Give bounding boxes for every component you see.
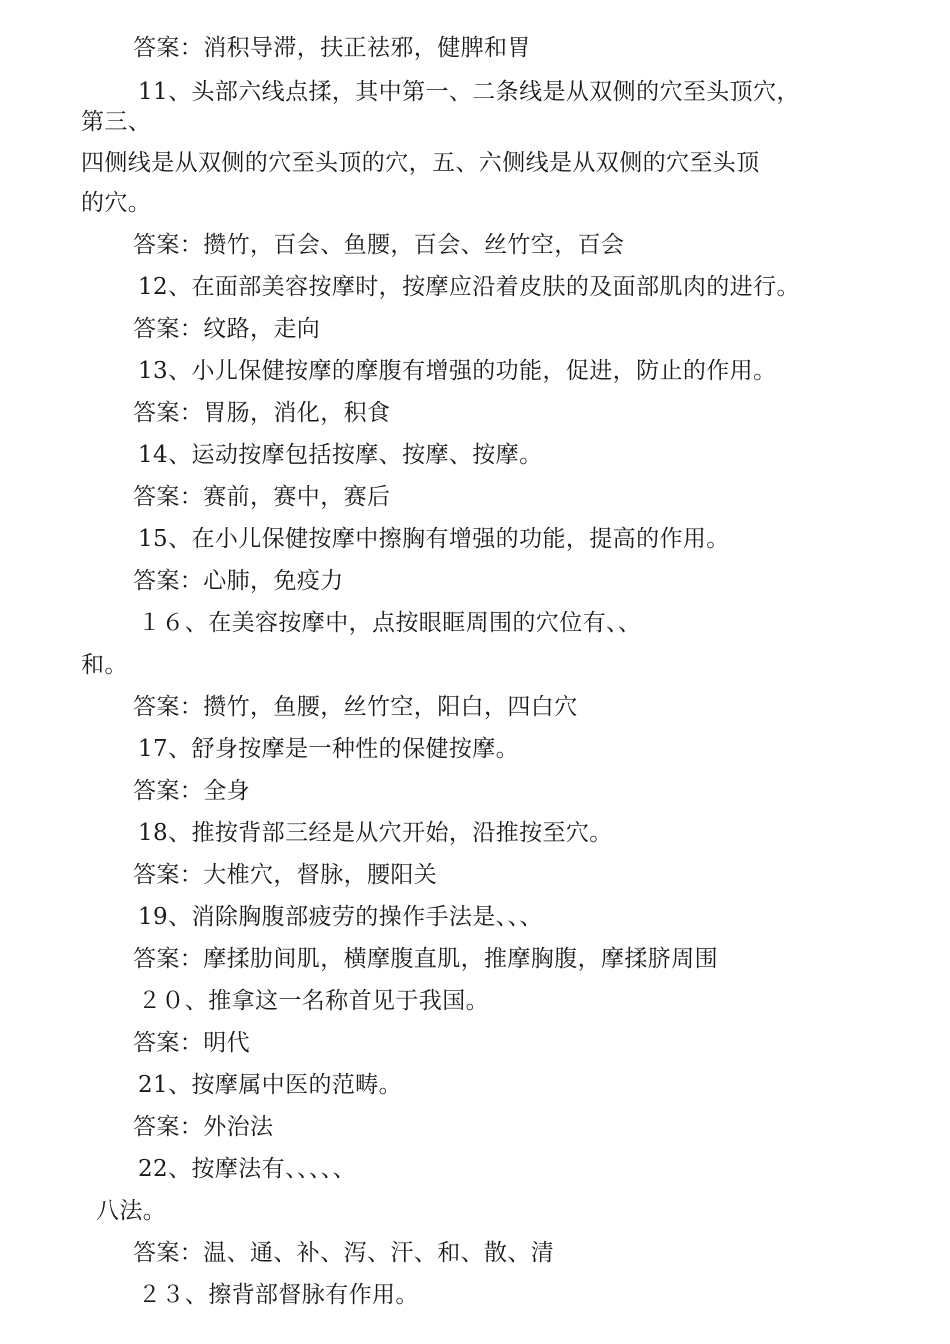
answer-line-10: 答案：消积导滞，扶正祛邪，健脾和胃 [133, 35, 531, 61]
question-line-11: 11、头部六线点揉，其中第一、二条线是从双侧的穴至头顶穴， [138, 79, 800, 105]
question-line-12: 12、在面部美容按摩时，按摩应沿着皮肤的及面部肌肉的进行。 [138, 274, 800, 300]
answer-line-18: 答案：大椎穴，督脉，腰阳关 [133, 862, 438, 888]
answer-line-21: 答案：外治法 [133, 1114, 274, 1140]
answer-line-22: 答案：温、通、补、泻、汗、和、散、清 [133, 1240, 555, 1266]
answer-line-12: 答案：纹路，走向 [133, 316, 321, 342]
question-line-11-cont-3: 的穴。 [81, 190, 152, 216]
question-line-16-cont: 和。 [81, 652, 128, 678]
answer-line-11: 答案：攒竹，百会、鱼腰，百会、丝竹空，百会 [133, 232, 625, 258]
answer-line-19: 答案：摩揉肋间肌，横摩腹直肌，推摩胸腹，摩揉脐周围 [133, 946, 718, 972]
question-line-21: 21、按摩属中医的范畴。 [138, 1072, 403, 1098]
question-line-14: 14、运动按摩包括按摩、按摩、按摩。 [138, 442, 543, 468]
answer-line-15: 答案：心肺，免疫力 [133, 568, 344, 594]
answer-line-13: 答案：胃肠，消化，积食 [133, 400, 391, 426]
answer-line-17: 答案：全身 [133, 778, 250, 804]
question-line-16: １６、在美容按摩中，点按眼眶周围的穴位有、、 [138, 610, 642, 636]
question-line-22-cont: 八法。 [96, 1198, 167, 1224]
question-line-17: 17、舒身按摩是一种性的保健按摩。 [138, 736, 520, 762]
question-line-13: 13、小儿保健按摩的摩腹有增强的功能，促进，防止的作用。 [138, 358, 777, 384]
answer-line-14: 答案：赛前，赛中，赛后 [133, 484, 391, 510]
question-line-11-cont-2: 四侧线是从双侧的穴至头顶的穴，五、六侧线是从双侧的穴至头顶 [81, 150, 760, 176]
question-line-11-cont-1: 第三、 [81, 109, 152, 135]
question-line-19: 19、消除胸腹部疲劳的操作手法是、、、 [138, 904, 543, 930]
question-line-23: ２３、擦背部督脉有作用。 [138, 1282, 419, 1308]
answer-line-20: 答案：明代 [133, 1030, 250, 1056]
question-line-15: 15、在小儿保健按摩中擦胸有增强的功能，提高的作用。 [138, 526, 730, 552]
question-line-18: 18、推按背部三经是从穴开始，沿推按至穴。 [138, 820, 613, 846]
question-line-20: ２０、推拿这一名称首见于我国。 [138, 988, 489, 1014]
question-line-22: 22、按摩法有、、、、、 [138, 1156, 357, 1182]
answer-line-16: 答案：攒竹，鱼腰，丝竹空，阳白，四白穴 [133, 694, 578, 720]
